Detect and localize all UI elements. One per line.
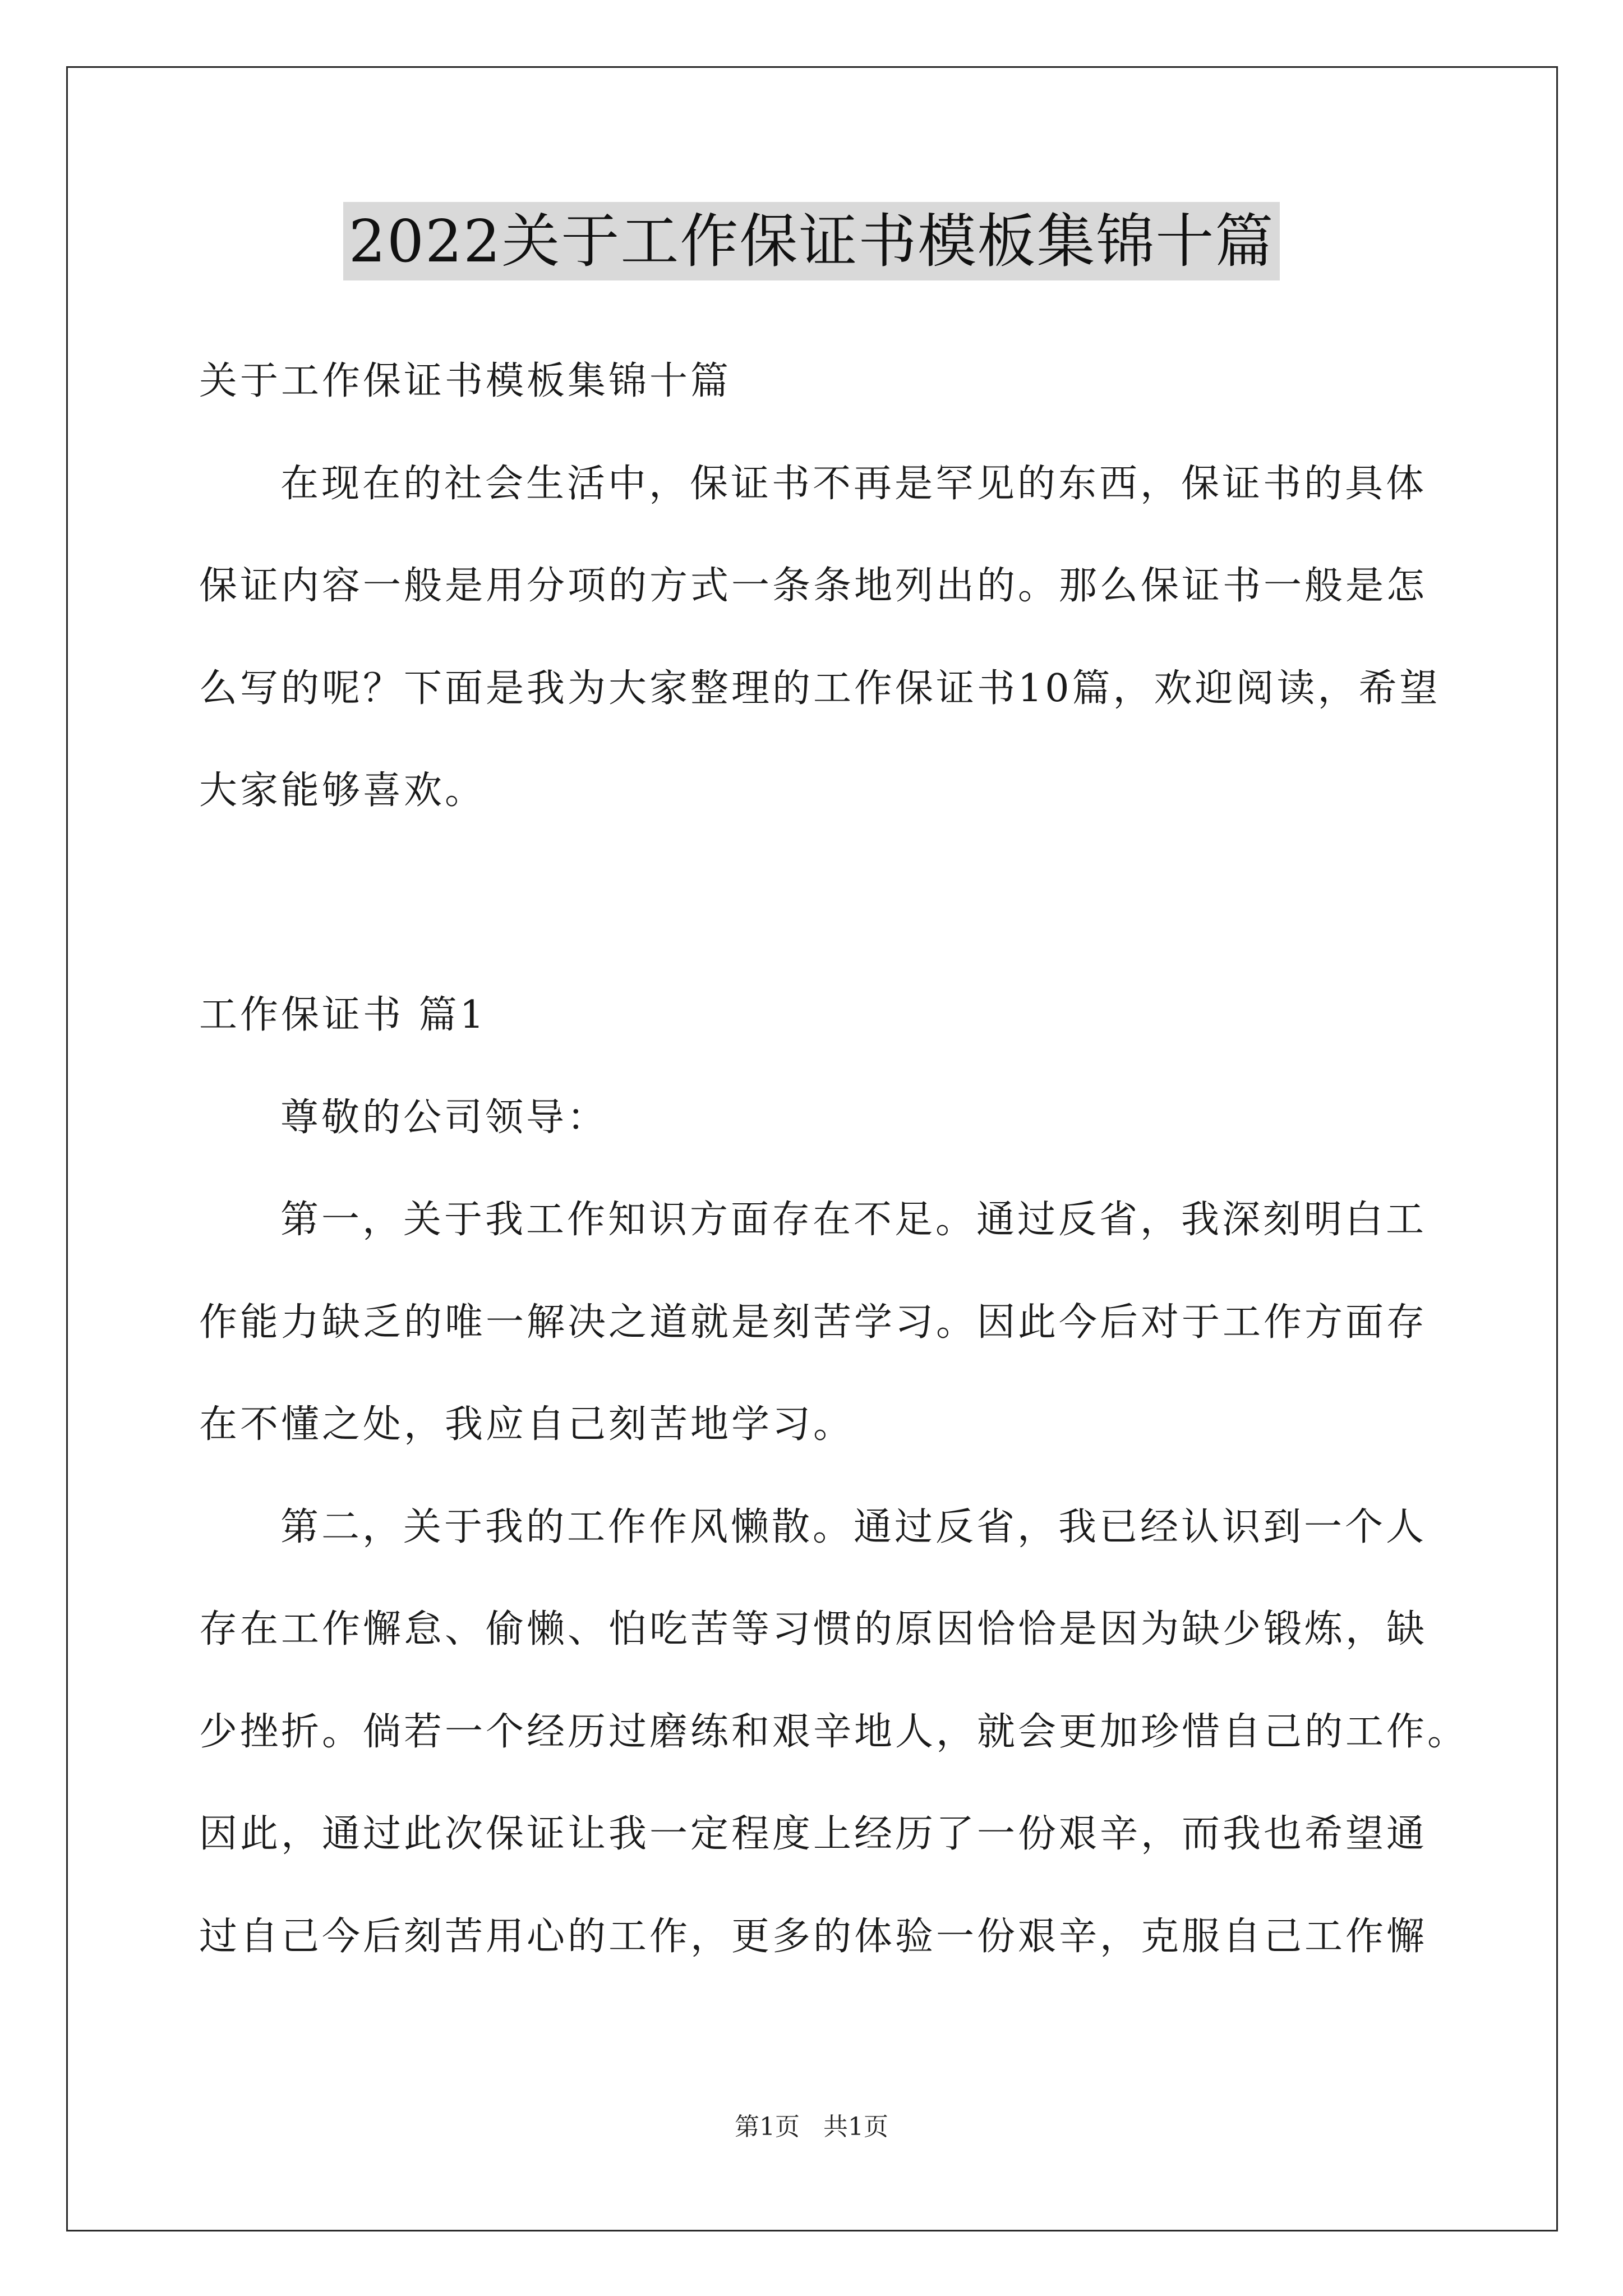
intro-line: 保证内容一般是用分项的方式一条条地列出的。那么保证书一般是怎 <box>199 564 1428 608</box>
intro-line: 在现在的社会生活中，保证书不再是罕见的东西，保证书的具体 <box>280 462 1427 506</box>
paragraph-line: 少挫折。倘若一个经历过磨练和艰辛地人，就会更加珍惜自己的工作。 <box>199 1710 1469 1754</box>
page-number: 第1页 <box>735 2113 800 2141</box>
document-subtitle: 关于工作保证书模板集锦十篇 <box>199 359 732 403</box>
paragraph-line: 存在工作懈怠、偷懒、怕吃苦等习惯的原因恰恰是因为缺少锻炼，缺 <box>199 1607 1428 1651</box>
paragraph-line: 过自己今后刻苦用心的工作，更多的体验一份艰辛，克服自己工作懈 <box>199 1915 1428 1959</box>
page-footer <box>0 2106 1623 2142</box>
intro-line: 么写的呢？下面是我为大家整理的工作保证书10篇，欢迎阅读，希望 <box>199 666 1441 711</box>
paragraph-line: 第二，关于我的工作作风懒散。通过反省，我已经认识到一个人 <box>280 1505 1427 1549</box>
paragraph-line: 第一，关于我工作知识方面存在不足。通过反省，我深刻明白工 <box>280 1198 1427 1242</box>
paragraph-line: 在不懂之处，我应自己刻苦地学习。 <box>199 1402 855 1447</box>
page-total: 共1页 <box>823 2113 888 2141</box>
title-container <box>0 202 1623 280</box>
paragraph-line: 作能力缺乏的唯一解决之道就是刻苦学习。因此今后对于工作方面存 <box>199 1300 1428 1345</box>
section-heading: 工作保证书 篇1 <box>199 993 487 1037</box>
intro-line: 大家能够喜欢。 <box>199 769 486 813</box>
document-title: 2022关于工作保证书模板集锦十篇 <box>343 202 1280 280</box>
paragraph-line: 因此，通过此次保证让我一定程度上经历了一份艰辛，而我也希望通 <box>199 1812 1428 1856</box>
salutation: 尊敬的公司领导： <box>280 1096 608 1140</box>
